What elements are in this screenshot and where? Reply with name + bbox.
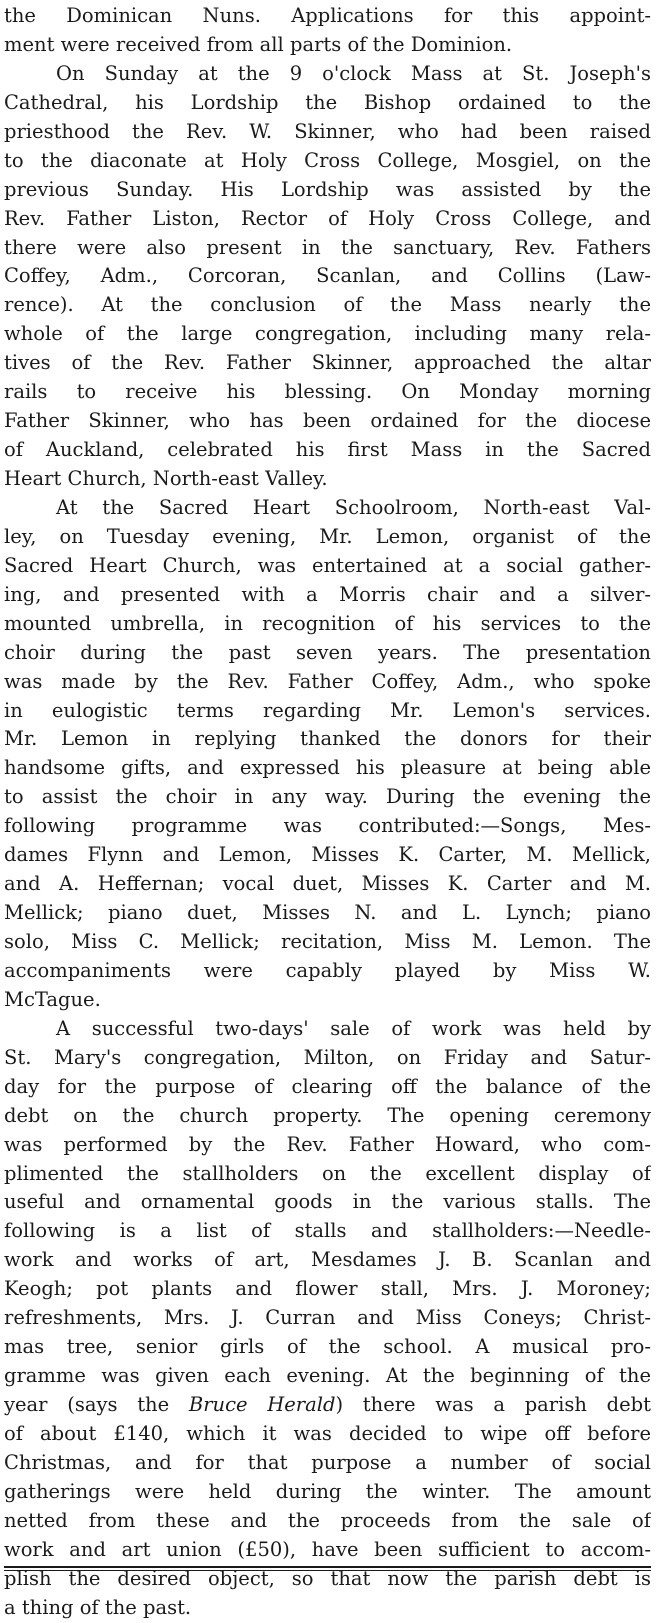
text-line: year (says the Bruce Herald) there was a parish debt	[4, 1393, 651, 1416]
text-line: of Auckland, celebrated his first Mass in the Sacred	[4, 438, 651, 462]
text-line: McTague.	[4, 987, 101, 1011]
article-paragraph	[4, 2, 651, 60]
text-line: previous Sunday. His Lordship was assisted by the	[4, 177, 651, 201]
text-line: of about £140, which it was decided to wipe off before	[4, 1421, 651, 1445]
text-line: the Dominican Nuns. Applications for this appoint-	[4, 4, 651, 27]
text-line: plimented the stallholders on the excellent display of	[4, 1161, 651, 1185]
text-line: was performed by the Rev. Father Howard, who com-	[4, 1132, 651, 1156]
text-line: Mr. Lemon in replying thanked the donors for their	[4, 727, 651, 751]
text-line: rails to receive his blessing. On Monday morning	[4, 380, 651, 404]
text-line: day for the purpose of clearing off the balance of the	[4, 1074, 651, 1098]
text-line: was made by the Rev. Father Coffey, Adm., who spoke	[4, 669, 651, 693]
text-line: work and art union (£50), have been sufficient to accom-	[4, 1537, 651, 1561]
text-line: following is a list of stalls and stallholders:—Needle-	[4, 1219, 651, 1243]
text-line: mas tree, senior girls of the school. A musical pro-	[4, 1335, 651, 1359]
text-line: ley, on Tuesday evening, Mr. Lemon, organist of the	[4, 524, 651, 548]
text-line: Father Skinner, who has been ordained for the diocese	[4, 409, 651, 433]
text-line: choir during the past seven years. The presentation	[4, 640, 651, 664]
text-line: Keogh; pot plants and flower stall, Mrs. J. Moroney;	[4, 1277, 651, 1301]
text-line: A successful two-days' sale of work was held by	[56, 1016, 651, 1040]
text-line: mounted umbrella, in recognition of his services to the	[4, 611, 651, 635]
text-line: accompaniments were capably played by Miss W.	[4, 958, 651, 982]
text-line: a thing of the past.	[4, 1595, 192, 1619]
text-line: Mellick; piano duet, Misses N. and L. Lynch; piano	[4, 901, 651, 925]
text-line: rence). At the conclusion of the Mass nearly the	[4, 293, 651, 317]
text-line: following programme was contributed:—Songs, Mes-	[4, 814, 651, 838]
article-paragraph	[4, 494, 651, 1015]
text-line: ing, and presented with a Morris chair and a silver-	[4, 582, 651, 606]
text-line: gramme was given each evening. At the beginning of the	[4, 1364, 651, 1388]
text-line: ment were received from all parts of the Dominion.	[4, 32, 513, 56]
text-line: Rev. Father Liston, Rector of Holy Cross College, and	[4, 206, 651, 230]
column-end-rule	[4, 1566, 651, 1571]
text-line: Coffey, Adm., Corcoran, Scanlan, and Collins (Law-	[4, 264, 651, 288]
text-line: On Sunday at the 9 o'clock Mass at St. Joseph's	[56, 61, 651, 85]
text-line: St. Mary's congregation, Milton, on Friday and Satur-	[4, 1045, 651, 1069]
text-line: useful and ornamental goods in the various stalls. The	[4, 1190, 651, 1214]
text-line: in eulogistic terms regarding Mr. Lemon's services.	[4, 698, 651, 722]
text-line: dames Flynn and Lemon, Misses K. Carter, M. Mellick,	[4, 843, 651, 867]
text-line: Sacred Heart Church, was entertained at a social gather-	[4, 553, 651, 577]
text-line: plish the desired object, so that now the parish debt is	[4, 1566, 651, 1590]
text-line: there were also present in the sanctuary, Rev. Fathers	[4, 235, 651, 259]
text-line: At the Sacred Heart Schoolroom, North-east Val-	[56, 495, 651, 519]
article-paragraph	[4, 1015, 651, 1623]
text-line: to the diaconate at Holy Cross College, Mosgiel, on the	[4, 148, 651, 172]
text-line: gatherings were held during the winter. The amount	[4, 1479, 651, 1503]
text-line: work and works of art, Mesdames J. B. Scanlan and	[4, 1248, 651, 1272]
text-line: Christmas, and for that purpose a number of social	[4, 1450, 651, 1474]
article-paragraph	[4, 60, 651, 494]
text-line: whole of the large congregation, including many rela-	[4, 322, 651, 346]
article-column	[4, 2, 651, 1623]
text-line: solo, Miss C. Mellick; recitation, Miss M. Lemon. The	[4, 930, 651, 953]
text-line: netted from these and the proceeds from the sale of	[4, 1508, 651, 1532]
text-line: Cathedral, his Lordship the Bishop ordained to the	[4, 90, 651, 114]
newspaper-title: Bruce Herald	[188, 1393, 336, 1416]
text-line: handsome gifts, and expressed his pleasure at being able	[4, 756, 651, 780]
text-line: and A. Heffernan; vocal duet, Misses K. Carter and M.	[4, 872, 651, 896]
text-line: priesthood the Rev. W. Skinner, who had been raised	[4, 119, 651, 143]
text-line: Heart Church, North-east Valley.	[4, 467, 328, 490]
text-line: debt on the church property. The opening ceremony	[4, 1103, 651, 1127]
text-line: tives of the Rev. Father Skinner, approached the altar	[4, 351, 651, 375]
text-line: to assist the choir in any way. During the evening the	[4, 785, 651, 809]
text-line: refreshments, Mrs. J. Curran and Miss Coneys; Christ-	[4, 1306, 651, 1330]
